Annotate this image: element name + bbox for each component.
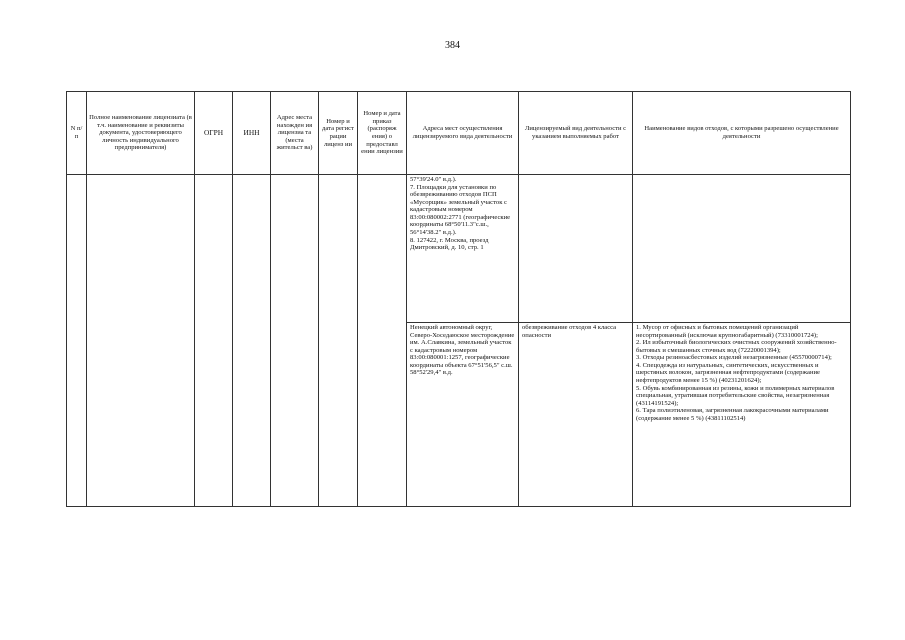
header-num: N п/ п (67, 92, 87, 175)
places-line: 7. Площадки для установки по обезвреживанию отходов ПСП «Мусорщик» земельный участок с кадастровым номером 83:00:080002:2771 (географические координаты 68°50'11.3"с.ш., 56°14'38.2" в.д.). (410, 183, 511, 237)
header-ogrn: ОГРН (195, 92, 233, 175)
cell-name (87, 175, 195, 507)
waste-line: 1. Мусор от офисных и бытовых помещений организаций несортированный (исключая крупногабаритный) (73310001724); (636, 324, 818, 339)
cell-order (358, 175, 407, 507)
cell-ogrn (195, 175, 233, 507)
waste-line: 5. Обувь комбинированная из резины, кожи и полимерных материалов специальная, утратившая потребительские свойства, незагрязненная (43114191524); (636, 384, 835, 407)
cell-waste (633, 175, 851, 323)
cell-places (407, 323, 519, 507)
header-name: Полное наименование лицензиата (в т.ч. наименование и реквизиты документа, удостоверяющего личность индивидуального предпринимателя) (87, 92, 195, 175)
places-line: 57°39'24.0" в.д.). (410, 176, 457, 183)
header-places: Адреса мест осуществления лицензируемого вида деятельности (407, 92, 519, 175)
table-row (67, 175, 851, 323)
cell-activity (519, 175, 633, 323)
header-row (67, 92, 851, 175)
waste-line: 6. Тара полиэтиленовая, загрязненная лакокрасочными материалами (содержание менее 5 %) (43811102514) (636, 407, 829, 422)
cell-num (67, 175, 87, 507)
cell-registration (319, 175, 358, 507)
places-line: 8. 127422, г. Москва, проезд Дмитровский, д. 10, стр. 1 (410, 236, 489, 252)
page-number: 384 (445, 40, 460, 51)
places-line: Ненецкий автономный округ, Северо-Хоседаюское месторождение им. А.Славкина, земельный участок с кадастровым номером 83:00:080001:1257, географические координаты объекта 67°51'56,5" с.ш. 58°52'29,4" в.д. (410, 324, 515, 377)
cell-places (407, 175, 519, 323)
cell-waste (633, 323, 851, 507)
cell-activity: обезвреживание отходов 4 класса опасности (519, 323, 633, 507)
header-waste: Наименование видов отходов, с которыми разрешено осуществление деятельности (633, 92, 851, 175)
license-table (66, 91, 851, 507)
header-address: Адрес места нахожден ия лицензиа та (места жительст ва) (271, 92, 319, 175)
waste-line: 4. Спецодежда из натуральных, синтетических, искусственных и шерстяных волокон, загрязненная нефтепродуктами (содержание нефтепродуктов менее 15 %) (40231201624); (636, 361, 820, 385)
header-inn: ИНН (233, 92, 271, 175)
header-activity: Лицензируемый вид деятельности с указанием выполняемых работ (519, 92, 633, 175)
header-order: Номер и дата приказ (распоряж ения) о предоставл ении лицензии (358, 92, 407, 175)
cell-address (271, 175, 319, 507)
header-registration: Номер и дата регист рации лиценз ии (319, 92, 358, 175)
waste-line: 3. Отходы резиноасбестовых изделий незагрязненные (45570000714); (636, 354, 832, 362)
cell-inn (233, 175, 271, 507)
waste-line: 2. Ил избыточный биологических очистных сооружений хозяйственно-бытовых и смешанных сточных вод (72220001394); (636, 339, 837, 354)
